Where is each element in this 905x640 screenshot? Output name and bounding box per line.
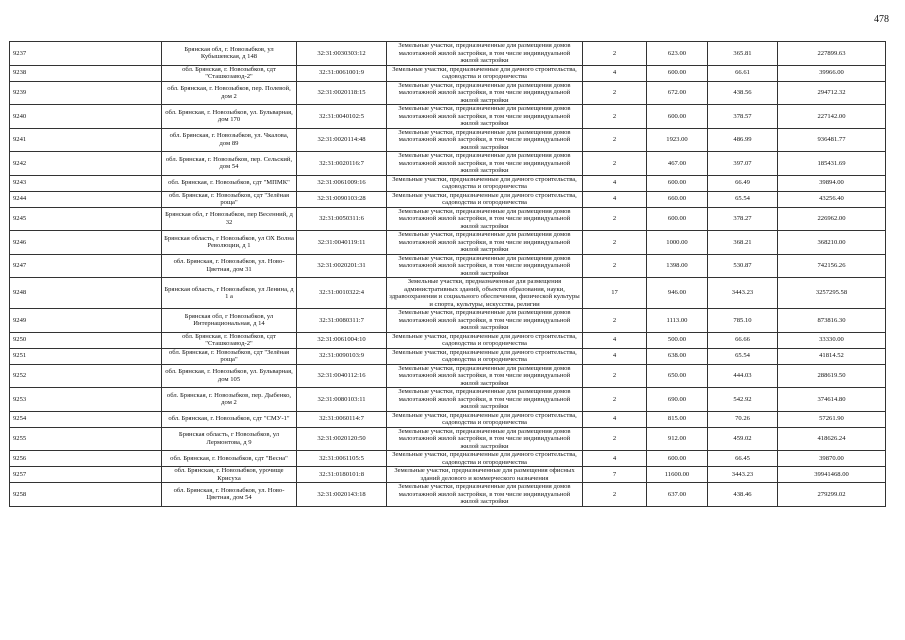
- group-cell: 7: [583, 467, 647, 483]
- row-number: 9247: [10, 254, 162, 278]
- address-cell: Брянская область, г Новозыбков, ул Ленина, д 1 а: [162, 278, 297, 309]
- area-cell: 600.00: [647, 65, 708, 81]
- cadastral-number-cell: 32:31:0061004:10: [297, 332, 387, 348]
- group-cell: 4: [583, 175, 647, 191]
- specific-value-cell: 368.21: [708, 231, 778, 255]
- group-cell: 2: [583, 42, 647, 66]
- row-number: 9250: [10, 332, 162, 348]
- cadastral-number-cell: 32:31:0040119:11: [297, 231, 387, 255]
- table-row: [10, 364, 886, 388]
- table-row: [10, 175, 886, 191]
- area-cell: 1923.00: [647, 128, 708, 152]
- group-cell: 2: [583, 207, 647, 231]
- row-number: 9249: [10, 309, 162, 333]
- area-cell: 467.00: [647, 152, 708, 176]
- address-cell: Брянская область, г Новозыбков, ул ОХ Волна Революции, д 1: [162, 231, 297, 255]
- group-cell: 2: [583, 231, 647, 255]
- row-number: 9245: [10, 207, 162, 231]
- address-cell: обл. Брянская, г. Новозыбков, сдт "Зелёная роща": [162, 191, 297, 207]
- table-body: [10, 42, 886, 507]
- table-row: [10, 427, 886, 451]
- specific-value-cell: 397.07: [708, 152, 778, 176]
- land-use-cell: Земельные участки, предназначенные для дачного строительства, садоводства и огородничества: [387, 348, 583, 364]
- land-use-cell: Земельные участки, предназначенные для размещения домов малоэтажной жилой застройки, в том числе индивидуальной жилой застройки: [387, 309, 583, 333]
- specific-value-cell: 365.81: [708, 42, 778, 66]
- cadastral-value-cell: 873816.30: [778, 309, 886, 333]
- row-number: 9257: [10, 467, 162, 483]
- address-cell: обл. Брянская, г. Новозыбков, сдт "СМУ-1": [162, 411, 297, 427]
- cadastral-number-cell: 32:31:0061105:5: [297, 451, 387, 467]
- cadastral-value-cell: 39870.00: [778, 451, 886, 467]
- address-cell: обл. Брянская, г. Новозыбков, ул. Бульварная, дом 105: [162, 364, 297, 388]
- specific-value-cell: 3443.23: [708, 278, 778, 309]
- table-row: [10, 231, 886, 255]
- table-row: [10, 152, 886, 176]
- group-cell: 4: [583, 411, 647, 427]
- row-number: 9242: [10, 152, 162, 176]
- group-cell: 2: [583, 309, 647, 333]
- table-row: [10, 348, 886, 364]
- row-number: 9246: [10, 231, 162, 255]
- specific-value-cell: 785.10: [708, 309, 778, 333]
- cadastral-value-cell: 3257295.58: [778, 278, 886, 309]
- cadastral-number-cell: 32:31:0080311:7: [297, 309, 387, 333]
- table-row: [10, 207, 886, 231]
- cadastral-number-cell: 32:31:0050311:6: [297, 207, 387, 231]
- land-use-cell: Земельные участки, предназначенные для размещения домов малоэтажной жилой застройки, в том числе индивидуальной жилой застройки: [387, 483, 583, 507]
- area-cell: 600.00: [647, 207, 708, 231]
- specific-value-cell: 486.99: [708, 128, 778, 152]
- land-use-cell: Земельные участки, предназначенные для размещения домов малоэтажной жилой застройки, в том числе индивидуальной жилой застройки: [387, 207, 583, 231]
- row-number: 9238: [10, 65, 162, 81]
- cadastral-number-cell: 32:31:0180101:8: [297, 467, 387, 483]
- specific-value-cell: 459.02: [708, 427, 778, 451]
- specific-value-cell: 378.27: [708, 207, 778, 231]
- table-row: [10, 309, 886, 333]
- table-row: [10, 42, 886, 66]
- cadastral-value-cell: 57261.90: [778, 411, 886, 427]
- cadastral-value-cell: 39941468.00: [778, 467, 886, 483]
- cadastral-value-cell: 936481.77: [778, 128, 886, 152]
- address-cell: обл. Брянская, г. Новозыбков, сдт "Весна": [162, 451, 297, 467]
- specific-value-cell: 65.54: [708, 348, 778, 364]
- area-cell: 1398.00: [647, 254, 708, 278]
- group-cell: 2: [583, 128, 647, 152]
- group-cell: 2: [583, 483, 647, 507]
- specific-value-cell: 378.57: [708, 105, 778, 129]
- row-number: 9244: [10, 191, 162, 207]
- group-cell: 4: [583, 65, 647, 81]
- cadastral-number-cell: 32:31:0010322:4: [297, 278, 387, 309]
- land-use-cell: Земельные участки, предназначенные для дачного строительства, садоводства и огородничества: [387, 191, 583, 207]
- cadastral-number-cell: 32:31:0080103:11: [297, 388, 387, 412]
- address-cell: обл. Брянская, г. Новозыбков, урочище Крисуха: [162, 467, 297, 483]
- area-cell: 815.00: [647, 411, 708, 427]
- group-cell: 2: [583, 254, 647, 278]
- cadastral-number-cell: 32:31:0040102:5: [297, 105, 387, 129]
- cadastral-value-cell: 368210.00: [778, 231, 886, 255]
- address-cell: обл. Брянская, г. Новозыбков, сдт "Сташкозавод-2": [162, 65, 297, 81]
- land-use-cell: Земельные участки, предназначенные для размещения домов малоэтажной жилой застройки, в том числе индивидуальной жилой застройки: [387, 152, 583, 176]
- area-cell: 650.00: [647, 364, 708, 388]
- address-cell: Брянская обл, г Новозыбков, ул Интернациональная, д 14: [162, 309, 297, 333]
- cadastral-value-cell: 288619.50: [778, 364, 886, 388]
- row-number: 9255: [10, 427, 162, 451]
- cadastral-number-cell: 32:31:0030303:12: [297, 42, 387, 66]
- cadastral-number-cell: 32:31:0020116:7: [297, 152, 387, 176]
- group-cell: 2: [583, 364, 647, 388]
- row-number: 9252: [10, 364, 162, 388]
- address-cell: обл. Брянская, г. Новозыбков, пер. Полевой, дом 2: [162, 81, 297, 105]
- group-cell: 4: [583, 332, 647, 348]
- area-cell: 500.00: [647, 332, 708, 348]
- land-use-cell: Земельные участки, предназначенные для размещения домов малоэтажной жилой застройки, в том числе индивидуальной жилой застройки: [387, 81, 583, 105]
- group-cell: 4: [583, 191, 647, 207]
- land-use-cell: Земельные участки, предназначенные для размещения домов малоэтажной жилой застройки, в том числе индивидуальной жилой застройки: [387, 105, 583, 129]
- area-cell: 11600.00: [647, 467, 708, 483]
- group-cell: 17: [583, 278, 647, 309]
- address-cell: обл. Брянская, г. Новозыбков, пер. Сельский, дом 54: [162, 152, 297, 176]
- address-cell: обл. Брянская, г. Новозыбков, сдт "Сташкозавод-2": [162, 332, 297, 348]
- specific-value-cell: 66.45: [708, 451, 778, 467]
- land-use-cell: Земельные участки, предназначенные для дачного строительства, садоводства и огородничества: [387, 451, 583, 467]
- area-cell: 637.00: [647, 483, 708, 507]
- area-cell: 912.00: [647, 427, 708, 451]
- cadastral-value-cell: 279299.02: [778, 483, 886, 507]
- group-cell: 2: [583, 81, 647, 105]
- cadastral-value-cell: 39966.00: [778, 65, 886, 81]
- specific-value-cell: 65.54: [708, 191, 778, 207]
- area-cell: 600.00: [647, 105, 708, 129]
- area-cell: 1113.00: [647, 309, 708, 333]
- address-cell: обл. Брянская, г. Новозыбков, ул. Ново-Цветная, дом 31: [162, 254, 297, 278]
- group-cell: 2: [583, 105, 647, 129]
- land-use-cell: Земельные участки, предназначенные для размещения домов малоэтажной жилой застройки, в том числе индивидуальной жилой застройки: [387, 427, 583, 451]
- land-use-cell: Земельные участки, предназначенные для размещения домов малоэтажной жилой застройки, в том числе индивидуальной жилой застройки: [387, 364, 583, 388]
- cadastral-number-cell: 32:31:0020120:50: [297, 427, 387, 451]
- area-cell: 600.00: [647, 175, 708, 191]
- cadastral-number-cell: 32:31:0061009:16: [297, 175, 387, 191]
- land-use-cell: Земельные участки, предназначенные для размещения домов малоэтажной жилой застройки, в том числе индивидуальной жилой застройки: [387, 231, 583, 255]
- address-cell: обл. Брянская, г. Новозыбков, сдт "МПМК": [162, 175, 297, 191]
- specific-value-cell: 3443.23: [708, 467, 778, 483]
- group-cell: 2: [583, 152, 647, 176]
- address-cell: обл. Брянская, г. Новозыбков, пер. Дыбенко, дом 2: [162, 388, 297, 412]
- specific-value-cell: 444.03: [708, 364, 778, 388]
- table-row: [10, 332, 886, 348]
- cadastral-number-cell: 32:31:0020143:18: [297, 483, 387, 507]
- group-cell: 2: [583, 427, 647, 451]
- land-use-cell: Земельные участки, предназначенные для размещения домов малоэтажной жилой застройки, в том числе индивидуальной жилой застройки: [387, 254, 583, 278]
- address-cell: Брянская область, г Новозыбков, ул Лермонтова, д 9: [162, 427, 297, 451]
- address-cell: Брянская обл, г Новозыбков, пер Весенний, д 32: [162, 207, 297, 231]
- land-use-cell: Земельные участки, предназначенные для размещения офисных зданий делового и коммерческого назначения: [387, 467, 583, 483]
- address-cell: обл. Брянская, г. Новозыбков, ул. Бульварная, дом 170: [162, 105, 297, 129]
- cadastral-value-cell: 41814.52: [778, 348, 886, 364]
- table-row: [10, 254, 886, 278]
- cadastral-value-cell: 742156.26: [778, 254, 886, 278]
- cadastral-value-cell: 294712.32: [778, 81, 886, 105]
- area-cell: 690.00: [647, 388, 708, 412]
- group-cell: 4: [583, 348, 647, 364]
- cadastral-number-cell: 32:31:0020201:31: [297, 254, 387, 278]
- cadastral-value-cell: 226962.00: [778, 207, 886, 231]
- land-use-cell: Земельные участки, предназначенные для размещения домов малоэтажной жилой застройки, в том числе индивидуальной жилой застройки: [387, 388, 583, 412]
- table-row: [10, 483, 886, 507]
- address-cell: Брянская обл, г. Новозыбков, ул Кубышевская, д 148: [162, 42, 297, 66]
- area-cell: 660.00: [647, 191, 708, 207]
- table-row: [10, 411, 886, 427]
- table-row: [10, 467, 886, 483]
- land-use-cell: Земельные участки, предназначенные для дачного строительства, садоводства и огородничества: [387, 65, 583, 81]
- row-number: 9243: [10, 175, 162, 191]
- row-number: 9251: [10, 348, 162, 364]
- area-cell: 638.00: [647, 348, 708, 364]
- row-number: 9240: [10, 105, 162, 129]
- specific-value-cell: 66.66: [708, 332, 778, 348]
- area-cell: 672.00: [647, 81, 708, 105]
- area-cell: 946.00: [647, 278, 708, 309]
- cadastral-number-cell: 32:31:0040112:16: [297, 364, 387, 388]
- area-cell: 623.00: [647, 42, 708, 66]
- specific-value-cell: 438.56: [708, 81, 778, 105]
- land-use-cell: Земельные участки, предназначенные для дачного строительства, садоводства и огородничества: [387, 175, 583, 191]
- row-number: 9241: [10, 128, 162, 152]
- row-number: 9256: [10, 451, 162, 467]
- cadastral-number-cell: 32:31:0090103:28: [297, 191, 387, 207]
- table-row: [10, 451, 886, 467]
- land-use-cell: Земельные участки, предназначенные для размещения домов малоэтажной жилой застройки, в том числе индивидуальной жилой застройки: [387, 128, 583, 152]
- cadastral-value-cell: 227899.63: [778, 42, 886, 66]
- land-use-cell: Земельные участки, предназначенные для дачного строительства, садоводства и огородничества: [387, 411, 583, 427]
- cadastral-value-cell: 418626.24: [778, 427, 886, 451]
- cadastral-value-cell: 227142.00: [778, 105, 886, 129]
- row-number: 9237: [10, 42, 162, 66]
- table-row: [10, 278, 886, 309]
- land-use-cell: Земельные участки, предназначенные для дачного строительства, садоводства и огородничества: [387, 332, 583, 348]
- cadastral-number-cell: 32:31:0090103:9: [297, 348, 387, 364]
- cadastral-value-cell: 185431.69: [778, 152, 886, 176]
- area-cell: 1000.00: [647, 231, 708, 255]
- table-row: [10, 105, 886, 129]
- group-cell: 4: [583, 451, 647, 467]
- land-use-cell: Земельные участки, предназначенные для размещения административных зданий, объектов образования, науки, здравоохранения и социального обеспечения, физической культуры и спорта, культуры, искусства, религии: [387, 278, 583, 309]
- row-number: 9253: [10, 388, 162, 412]
- row-number: 9248: [10, 278, 162, 309]
- specific-value-cell: 66.49: [708, 175, 778, 191]
- specific-value-cell: 438.46: [708, 483, 778, 507]
- specific-value-cell: 542.92: [708, 388, 778, 412]
- row-number: 9258: [10, 483, 162, 507]
- page-number: 478: [874, 14, 889, 25]
- cadastral-number-cell: 32:31:0020114:48: [297, 128, 387, 152]
- table-row: [10, 81, 886, 105]
- row-number: 9239: [10, 81, 162, 105]
- cadastral-number-cell: 32:31:0060114:7: [297, 411, 387, 427]
- cadastral-number-cell: 32:31:0061001:9: [297, 65, 387, 81]
- address-cell: обл. Брянская, г. Новозыбков, ул. Ново-Цветная, дом 54: [162, 483, 297, 507]
- row-number: 9254: [10, 411, 162, 427]
- group-cell: 2: [583, 388, 647, 412]
- table-row: [10, 388, 886, 412]
- specific-value-cell: 530.87: [708, 254, 778, 278]
- cadastral-value-table: [9, 41, 886, 507]
- specific-value-cell: 66.61: [708, 65, 778, 81]
- table-row: [10, 65, 886, 81]
- cadastral-value-cell: 43256.40: [778, 191, 886, 207]
- cadastral-number-cell: 32:31:0020118:15: [297, 81, 387, 105]
- table-row: [10, 191, 886, 207]
- land-use-cell: Земельные участки, предназначенные для размещения домов малоэтажной жилой застройки, в том числе индивидуальной жилой застройки: [387, 42, 583, 66]
- address-cell: обл. Брянская, г. Новозыбков, ул. Чкалова, дом 89: [162, 128, 297, 152]
- cadastral-value-cell: 374614.80: [778, 388, 886, 412]
- specific-value-cell: 70.26: [708, 411, 778, 427]
- address-cell: обл. Брянская, г. Новозыбков, сдт "Зелёная роща": [162, 348, 297, 364]
- table-row: [10, 128, 886, 152]
- area-cell: 600.00: [647, 451, 708, 467]
- cadastral-value-cell: 33330.00: [778, 332, 886, 348]
- cadastral-value-cell: 39894.00: [778, 175, 886, 191]
